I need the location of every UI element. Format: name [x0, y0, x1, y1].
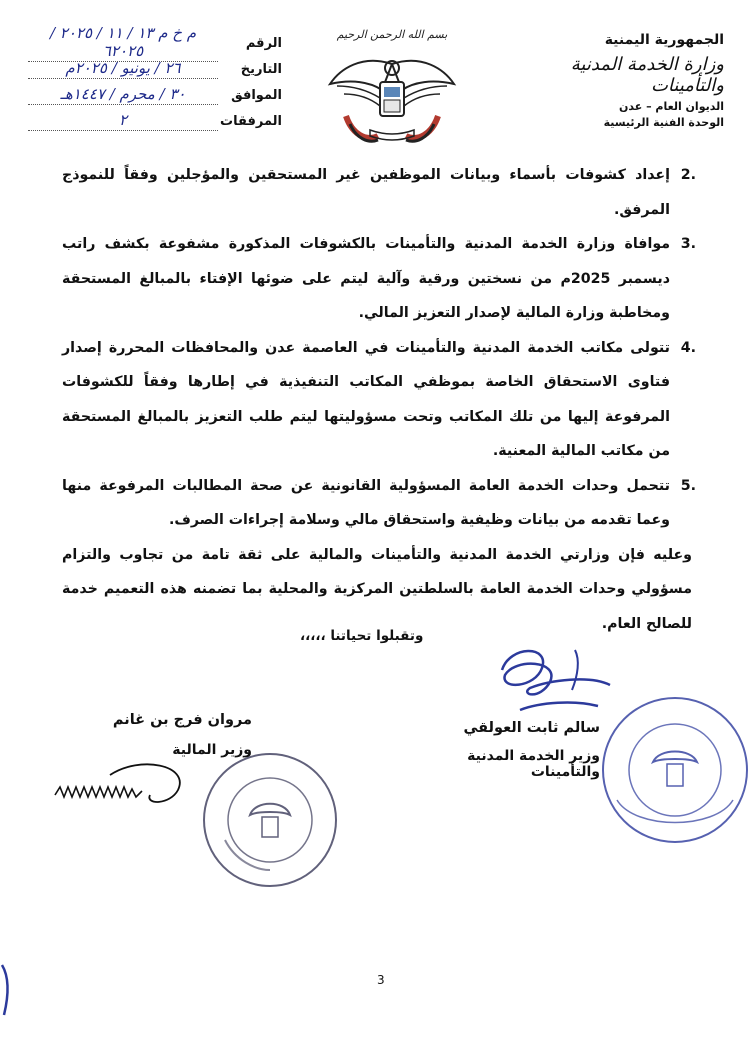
item-number: .3	[680, 236, 696, 252]
date-label: التاريخ	[240, 61, 282, 77]
date-value: ٢٦ / يونيو / ٢٠٢٥م	[28, 59, 218, 79]
attachments-row	[22, 108, 282, 134]
conclusion-paragraph: وعليه فإن وزارتي الخدمة المدنية والتأمينات والمالية على ثقة تامة من تجاوب والتزام مسؤولي وحدات الخدمة العامة بالسلطتين المركزية والمحلية بما تضمنه هذه التعميم خدمة للصالح العام.	[62, 546, 692, 632]
item-number: .4	[680, 339, 696, 356]
letter-body	[62, 158, 696, 641]
edge-ink-mark-icon	[0, 960, 14, 1020]
hijri-date-value: ٣٠ / محرم / ١٤٤٧هـ	[28, 85, 218, 105]
attachments-value: ٢	[28, 111, 218, 131]
item-text: تتولى مكاتب الخدمة المدنية والتأمينات في العاصمة عدن والمحافظات المحررة إصدار فتاوى الاستحقاق الخاصة بموظفي المكاتب التنفيذية في إطارها وفقاً للكشوفات المرفوعة إليها من تلك المكاتب وتحت مسؤوليتها ليتم طلب التعزيز بالمبالغ المستحقة من مكاتب المالية المعنية.	[62, 339, 670, 459]
finance-minister-name: مروان فرج بن غانم	[112, 712, 252, 728]
civil-service-minister-title: وزير الخدمة المدنية والتأمينات	[467, 748, 600, 780]
reference-number-value: م خ م ١٣ / ١١ / ٢٠٢٥ / ٦٢٠٢٥	[28, 24, 218, 62]
finance-minister-signature-block	[82, 712, 252, 758]
basmala: بسم الله الرحمن الرحيم	[336, 28, 448, 41]
item-text: إعداد كشوفات بأسماء وبيانات الموظفين غير المستحقين والمؤجلين وفقاً للنموذج المرفق.	[62, 167, 670, 218]
finance-minister-title: وزير المالية	[172, 742, 252, 758]
ministry-name: وزارة الخدمة المدنية والتأمينات	[570, 54, 724, 96]
item-text: موافاة وزارة الخدمة المدنية والتأمينات بالكشوفات المذكورة مشفوعة بكشف راتب ديسمبر 2025م من نسختين ورقية وآلية ليتم على ضوئها الإفتاء بالمبالغ المستحقة ومخاطبة وزارة المالية لإصدار التعزيز المالي.	[62, 236, 670, 321]
reference-number-row	[22, 24, 282, 60]
list-item	[62, 227, 696, 331]
attachments-label: المرفقات	[220, 113, 282, 129]
item-number: .5	[680, 477, 696, 494]
page-number: 3	[377, 973, 385, 987]
finance-ministry-stamp-icon	[195, 745, 345, 895]
item-number: .2	[680, 167, 696, 183]
hijri-date-label: الموافق	[231, 87, 282, 103]
date-row	[22, 56, 282, 82]
letterhead	[509, 32, 724, 129]
civil-service-ministry-stamp-icon	[595, 690, 750, 850]
item-text: تتحمل وحدات الخدمة العامة المسؤولية القانونية عن صحة المطالبات المرفوعة منها وعما تقدمه من بيانات وظيفية واستحقاق مالي وسلامة إجراءات الصرف.	[62, 477, 670, 528]
reference-number-label: الرقم	[245, 35, 282, 51]
civil-service-minister-signature-block	[450, 720, 600, 780]
yemen-eagle-emblem-icon	[322, 24, 462, 154]
reference-block	[22, 24, 282, 134]
office-name: الديوان العام – عدن	[619, 100, 724, 113]
list-item	[62, 469, 696, 538]
republic-name: الجمهورية اليمنية	[604, 32, 724, 48]
list-item	[62, 331, 696, 469]
unit-name: الوحدة الفنية الرئيسية	[603, 116, 724, 129]
civil-service-minister-name: سالم ثابت العولقي	[463, 720, 600, 736]
hijri-date-row	[22, 82, 282, 108]
list-item	[62, 158, 696, 227]
closing-greeting: وتقبلوا تحياتنا ،،،،،	[300, 628, 424, 644]
